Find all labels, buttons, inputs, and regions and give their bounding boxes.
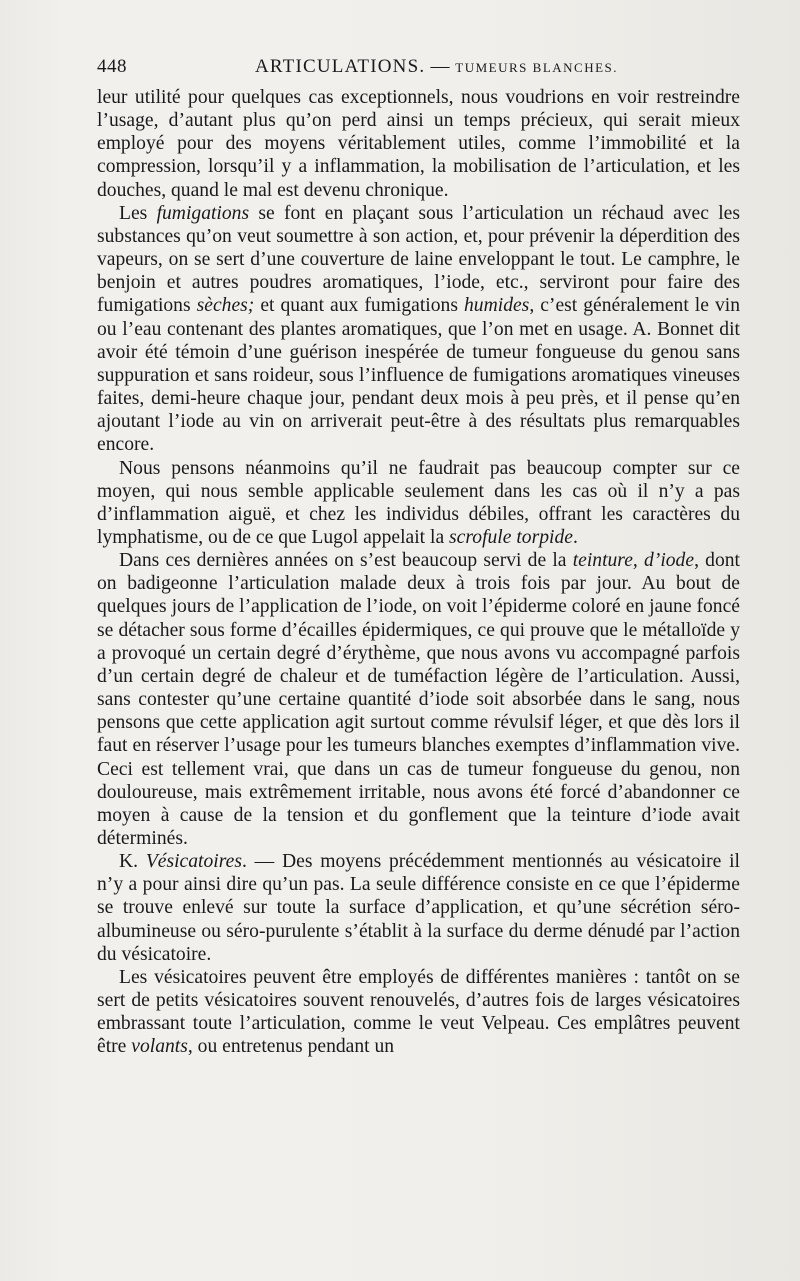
text-run: . — Des moyens précédemment mentionnés au vésicatoire il n’y a pour ainsi dire qu’un pas. La seule différence consiste en ce que l’épiderme se trouve enlevé sur toute la surface d’application, et qu’une sécrétion séro-albumineuse ou séro-purulente s’établit à la surface du derme dénudé par l’action du vésicatoire.	[97, 851, 740, 965]
running-title-sub: TUMEURS BLANCHES.	[455, 60, 619, 75]
paragraph-6	[97, 966, 740, 1059]
page-header	[97, 56, 737, 82]
italic-term: scrofule torpide	[449, 526, 573, 548]
running-title-main: ARTICULATIONS.	[255, 56, 426, 77]
text-run: K.	[119, 851, 146, 873]
italic-term: teinture, d’iode	[572, 550, 695, 572]
text-run: leur utilité pour quelques cas exceptionnels, nous voudrions en voir restreindre l’usage, d’autant plus qu’on perd ainsi un temps précieux, qui serait mieux employé pour des moyens véritablement utiles, comme l’immobilité et la compression, lorsqu’il y a inflammation, la mobilisation de l’articulation, et les douches, quand le mal est devenu chronique.	[97, 87, 740, 201]
body-text	[97, 86, 740, 1059]
text-run: Les vésicatoires peuvent être employés de différentes manières : tantôt on se sert de petits vésicatoires souvent renouvelés, d’autres fois de larges vésicatoires embrassant toute l’articulation, comme le veut Velpeau. Ces emplâtres peuvent être	[97, 966, 740, 1058]
text-run: , ou entretenus pendant un	[187, 1036, 395, 1058]
paragraph-teinture-iode	[97, 549, 740, 850]
page-number: 448	[97, 56, 127, 77]
running-title-dash: —	[425, 56, 456, 77]
text-run: et quant aux fumigations	[254, 295, 464, 317]
italic-term: humides	[464, 295, 530, 317]
paragraph-fumigations	[97, 202, 740, 457]
text-run: Nous pensons néanmoins qu’il ne faudrait pas beaucoup compter sur ce moyen, qui nous semble applicable seulement dans les cas où il n’y a pas d’inflammation aiguë, et chez les individus débiles, offrant les caractères du lymphatisme, ou de ce que Lugol appelait la	[97, 457, 740, 548]
text-run: se font en plaçant sous l’articulation un réchaud avec les substances qu’on veut soumettre à son action, et, pour prévenir la déperdition des vapeurs, on se sert d’une couverture de laine enveloppant le tout. Le camphre, le benjoin et autres poudres aromatiques, l’iode, etc., serviront pour faire des fumigations	[97, 202, 740, 317]
text-run: Dans ces dernières années on s’est beaucoup servi de la	[119, 550, 573, 572]
text-run: , c’est généralement le vin ou l’eau contenant des plantes aromatiques, que l’on met en usage. A. Bonnet dit avoir été témoin d’une guérison inespérée de tumeur fongueuse du genou sans suppuration et sans roideur, sous l’influence de fumigations aromatiques vineuses faites, demi-heure chaque jour, pendant deux mois à peu près, et il pense qu’en ajoutant l’iode au vin on arriverait peut-être à des résultats plus remarquables encore.	[97, 295, 740, 456]
text-run: , dont on badigeonne l’articulation malade deux à trois fois par jour. Au bout de quelques jours de l’application de l’iode, on voit l’épiderme coloré en jaune foncé se détacher sous forme d’écailles épidermiques, ce qui prouve que le métalloïde y a provoqué un certain degré d’érythème, que nous avons vu accompagné parfois d’un certain degré de chaleur et de tuméfaction légère de l’articulation. Aussi, sans contester qu’une certaine quantité d’iode soit absorbée dans le sang, nous pensons que cette application agit surtout comme révulsif léger, et que dès lors il faut en réserver l’usage pour les tumeurs blanches exemptes d’inflammation vive. Ceci est tellement vrai, que dans un cas de tumeur fongueuse du genou, non douloureuse, mais extrêmement irritable, nous avons été forcé d’abandonner ce moyen à cause de la tension et du gonflement que la teinture d’iode avait déterminés.	[97, 550, 740, 849]
text-run: .	[572, 526, 578, 548]
italic-term: fumigations	[156, 202, 250, 224]
text-run: Les	[119, 202, 157, 224]
paragraph-3	[97, 457, 740, 550]
italic-term: volants	[131, 1036, 188, 1058]
paragraph-1	[97, 86, 740, 202]
italic-term: Vésicatoires	[145, 851, 242, 873]
italic-term: sèches;	[196, 295, 255, 317]
paragraph-vesicatoires	[97, 850, 740, 966]
running-title	[255, 56, 618, 78]
